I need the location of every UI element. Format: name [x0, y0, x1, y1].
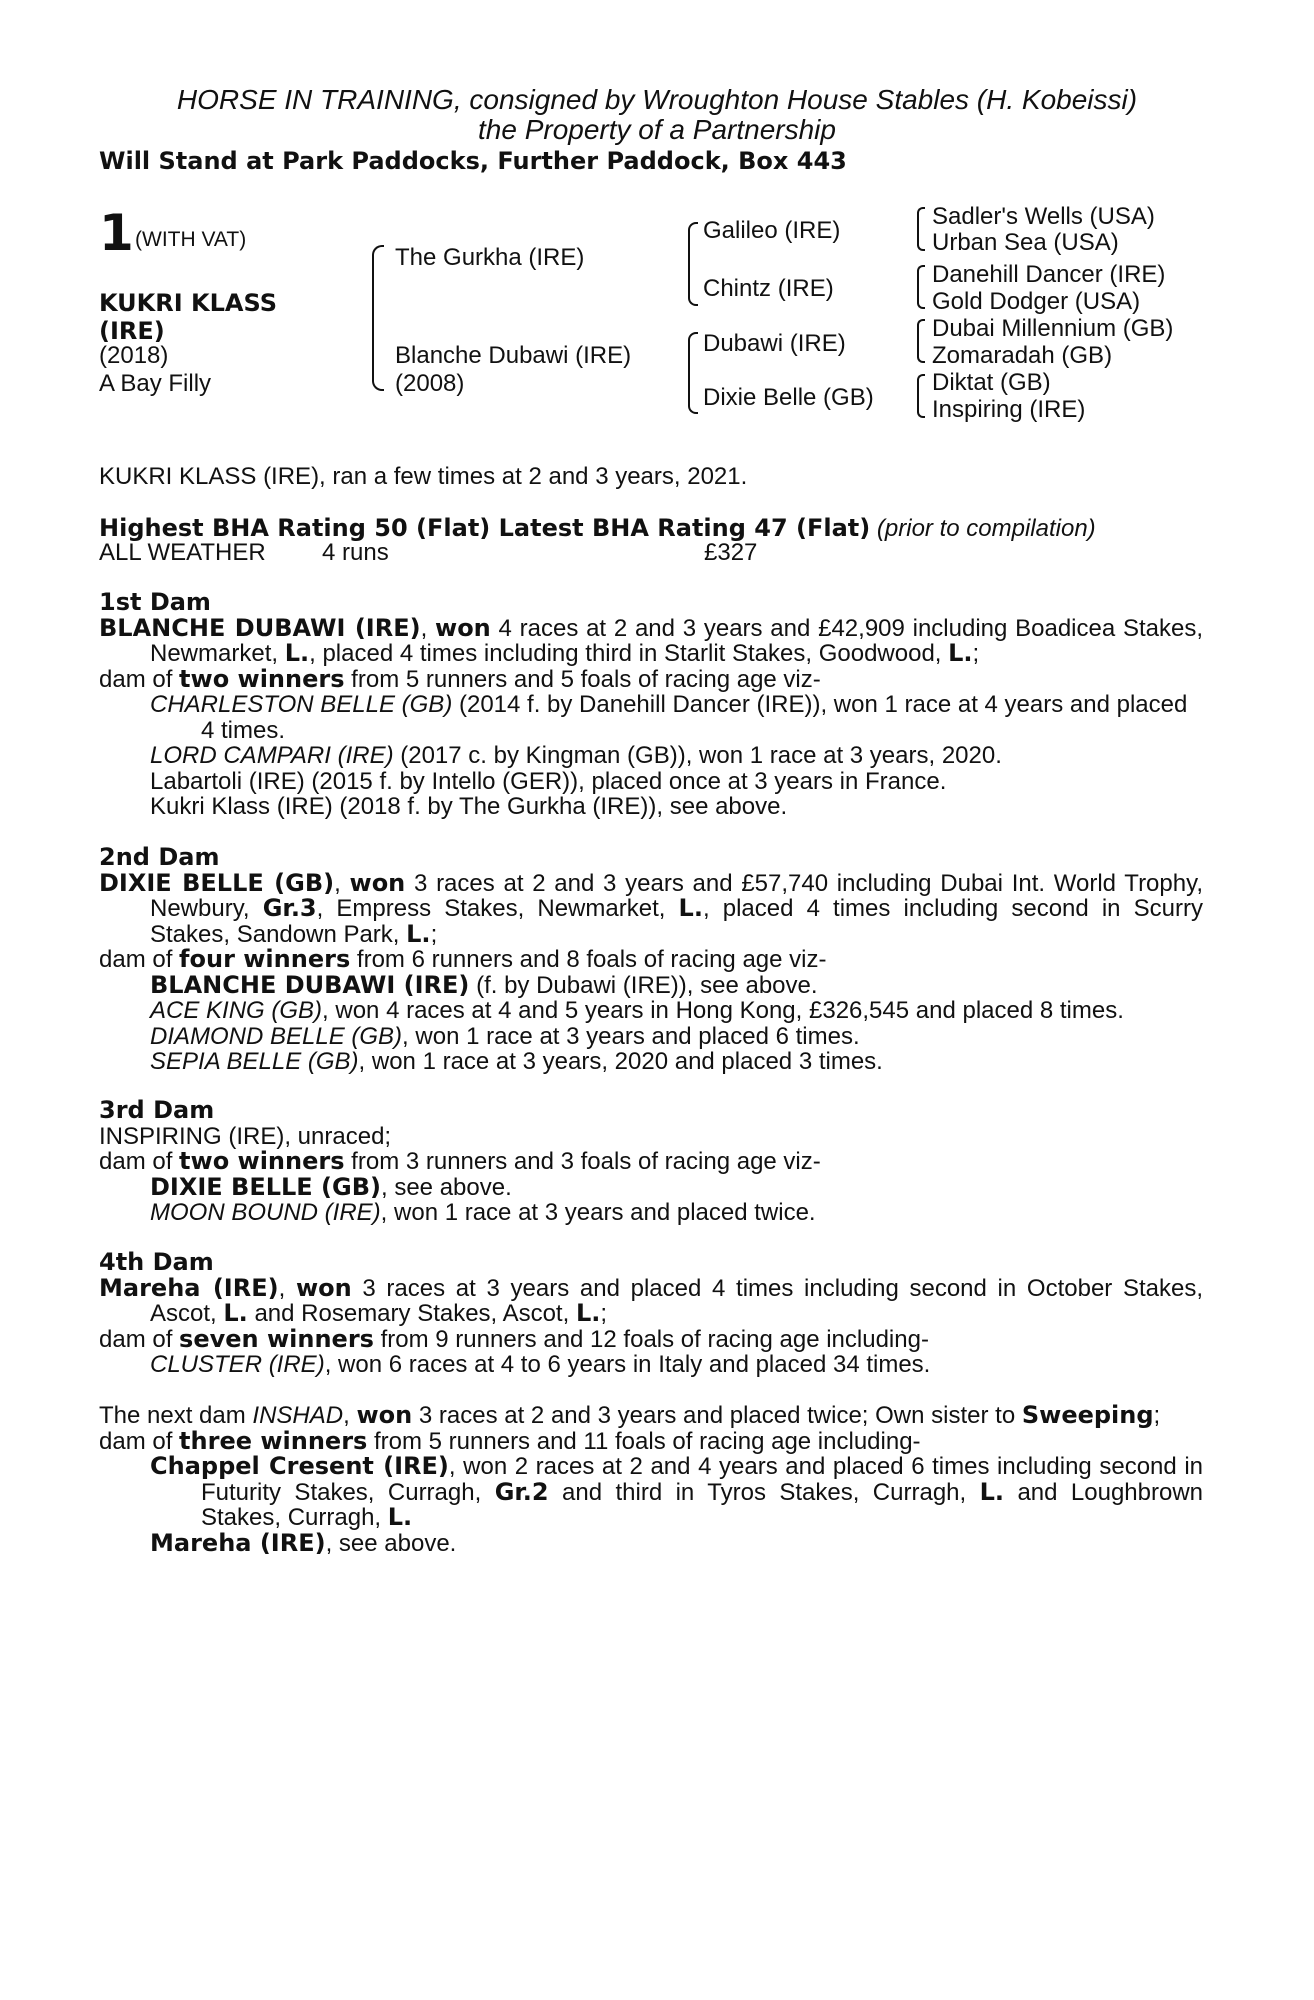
pedigree-gg-3: Danehill Dancer (IRE): [932, 261, 1166, 288]
header-property: the Property of a Partnership: [478, 114, 836, 145]
record-text: 3 races at 2 and 3 years and £57,740 including Dubai Int. World Trophy, Newbury,: [150, 869, 1203, 922]
pedigree-sire-sire: Galileo (IRE): [703, 217, 841, 244]
dam-of-line: [99, 664, 1203, 693]
progeny-name: MOON BOUND (IRE): [150, 1199, 381, 1226]
pedigree-gg-brace-1: [917, 207, 925, 251]
group-label: Gr.2: [494, 1477, 549, 1506]
dam-of-line: [99, 947, 1203, 973]
race-summary: KUKRI KLASS (IRE), ran a few times at 2 and 3 years, 2021.: [99, 463, 748, 490]
dam-of-line: [99, 1149, 1203, 1175]
dam-record: BLANCHE DUBAWI (IRE), won 4 races at 2 and 3 years and £42,909 including Boadicea Stakes, Newmarket, L., placed 4 times including third in Starlit Stakes, Goodwood, L.;: [99, 613, 1203, 667]
text: from 3 runners and 3 foals of racing age viz-: [344, 1148, 821, 1175]
progeny-name: Chappel Cresent (IRE): [150, 1452, 449, 1480]
pedigree-gg-2: Urban Sea (USA): [932, 229, 1119, 256]
dam-of-line: [99, 1324, 1203, 1353]
progeny-item: [99, 769, 1203, 795]
progeny-text: (f. by Dubawi (IRE)), see above.: [469, 971, 818, 999]
horse-country: (IRE): [99, 317, 165, 345]
pedigree-gg-8: Inspiring (IRE): [932, 396, 1086, 423]
record-text: ;: [600, 1300, 608, 1327]
progeny-text: , see above.: [381, 1173, 512, 1201]
pedigree-gg-4: Gold Dodger (USA): [932, 288, 1141, 315]
progeny-text: , won 4 races at 4 and 5 years in Hong Kong, £326,545 and placed 8 times.: [322, 997, 1124, 1024]
record-text: ;: [430, 920, 438, 948]
section-heading: 3rd Dam: [99, 1096, 215, 1124]
progeny-text: , won 1 race at 3 years, 2020 and placed 3 times.: [358, 1048, 883, 1075]
progeny-name: Mareha (IRE): [150, 1528, 326, 1557]
section-heading: 1st Dam: [99, 588, 211, 616]
listed-label: L.: [948, 639, 973, 667]
progeny-text: and Loughbrown Stakes, Curragh,: [201, 1478, 1204, 1531]
progeny-item: [99, 970, 1203, 999]
group-label: Gr.3: [262, 894, 317, 922]
text: from 5 runners and 5 foals of racing age viz-: [344, 665, 821, 693]
section-next-dam: [99, 1403, 1203, 1556]
progeny-text: (2017 c. by Kingman (GB)), won 1 race at 3 years, 2020.: [393, 742, 1002, 769]
surface-runs: 4 runs: [322, 539, 389, 566]
winners-count: two winners: [179, 664, 345, 693]
progeny-text: , won 2 races at 2 and 4 years and placed 6 times including second in Futurity Stakes, Curragh,: [201, 1453, 1204, 1506]
sister-name: Sweeping: [1021, 1401, 1154, 1429]
text: from 9 runners and 12 foals of racing age including-: [373, 1325, 929, 1353]
vat-label: (WITH VAT): [135, 228, 247, 251]
dam-record: DIXIE BELLE (GB), won 3 races at 2 and 3 years and £57,740 including Dubai Int. World Trophy, Newbury, Gr.3, Empress Stakes, Newmarket, L., placed 4 times including second in Scurry Stakes, Sandown Park, L.;: [99, 868, 1203, 948]
text: from 5 runners and 11 foals of racing age including-: [367, 1427, 921, 1455]
text: The next dam: [99, 1402, 253, 1429]
progeny-item: [99, 1049, 1203, 1075]
header-consignor: HORSE IN TRAINING, consigned by Wroughton House Stables (H. Kobeissi): [176, 84, 1138, 115]
winners-count: seven winners: [179, 1324, 374, 1353]
pedigree-gg-brace-4: [917, 374, 925, 418]
record-text: 3 races at 2 and 3 years and placed twice; Own sister to: [412, 1402, 1022, 1429]
text: dam of: [99, 1325, 180, 1353]
listed-label: L.: [678, 894, 703, 922]
record-text: ;: [972, 640, 980, 667]
pedigree-gg-1: Sadler's Wells (USA): [932, 203, 1155, 230]
pedigree-gg-5: Dubai Millennium (GB): [932, 315, 1174, 342]
progeny-text: , see above.: [325, 1529, 457, 1557]
progeny-text: , won 1 race at 3 years and placed 6 times.: [402, 1022, 860, 1050]
progeny-text: (2014 f. by Danehill Dancer (IRE)), won 1 race at 4 years and placed 4 times.: [201, 691, 1188, 744]
text: from 6 runners and 8 foals of racing age viz-: [350, 946, 827, 973]
record-text: 3 races at 3 years and placed 4 times including second in October Stakes, Ascot,: [150, 1274, 1203, 1327]
pedigree-sire: The Gurkha (IRE): [395, 244, 585, 271]
progeny-name: ACE KING (GB): [150, 997, 323, 1024]
section-heading: 4th Dam: [99, 1248, 214, 1276]
won-label: won: [295, 1273, 352, 1302]
listed-label: L.: [406, 919, 431, 948]
progeny-item: [99, 794, 1203, 820]
pedigree-dam-dam: Dixie Belle (GB): [703, 384, 874, 411]
winners-count: three winners: [179, 1426, 368, 1455]
horse-description: A Bay Filly: [99, 370, 212, 397]
section-4th-dam: [99, 1250, 1203, 1378]
dam-name: DIXIE BELLE (GB): [99, 868, 335, 897]
progeny-item: [99, 1454, 1203, 1531]
record-text: ;: [1153, 1402, 1161, 1429]
section-2nd-dam: [99, 845, 1203, 1075]
listed-label: L.: [223, 1299, 248, 1327]
pedigree-dam: Blanche Dubawi (IRE): [395, 342, 632, 369]
pedigree-sire-dam: Chintz (IRE): [703, 275, 834, 302]
progeny-item: [99, 692, 1203, 743]
won-label: won: [356, 1401, 413, 1429]
progeny-text: , won 1 race at 3 years and placed twice.: [380, 1199, 816, 1226]
progeny-name: DIXIE BELLE (GB): [150, 1172, 381, 1201]
dam-record: [99, 1403, 1203, 1429]
pedigree-gg-6: Zomaradah (GB): [932, 342, 1113, 369]
progeny-name: BLANCHE DUBAWI (IRE): [150, 970, 470, 999]
dam-of-line: [99, 1426, 1203, 1455]
progeny-text: Kukri Klass (IRE) (2018 f. by The Gurkha (IRE)), see above.: [150, 793, 788, 820]
pedigree-main-brace: [372, 245, 384, 391]
pedigree-gg-7: Diktat (GB): [932, 369, 1051, 396]
pedigree-gg-brace-3: [917, 319, 925, 363]
text: dam of: [99, 1427, 180, 1455]
record-text: , placed 4 times including second in Scurry Stakes, Sandown Park,: [150, 895, 1203, 948]
progeny-item: [99, 1352, 1203, 1378]
surface-earnings: £327: [704, 539, 758, 566]
pedigree-gg-brace-2: [917, 265, 925, 309]
record-text: , Empress Stakes, Newmarket,: [316, 895, 679, 922]
dam-name: Mareha (IRE): [99, 1273, 279, 1302]
section-heading: 2nd Dam: [99, 843, 220, 871]
dam-record: Mareha (IRE), won 3 races at 3 years and placed 4 times including second in October Stakes, Ascot, L. and Rosemary Stakes, Ascot, L.;: [99, 1273, 1203, 1327]
section-1st-dam: [99, 590, 1203, 820]
record-text: and Rosemary Stakes, Ascot,: [247, 1300, 576, 1327]
record-text: , placed 4 times including third in Starlit Stakes, Goodwood,: [309, 640, 949, 667]
header-location: Will Stand at Park Paddocks, Further Paddock, Box 443: [99, 147, 847, 175]
dam-name: INSHAD: [252, 1402, 344, 1429]
winners-count: four winners: [179, 945, 351, 973]
listed-label: L.: [575, 1299, 601, 1327]
pedigree-dam-year: (2008): [395, 370, 465, 397]
progeny-name: LORD CAMPARI (IRE): [150, 742, 394, 769]
rating-values: Highest BHA Rating 50 (Flat) Latest BHA Rating 47 (Flat): [99, 514, 871, 542]
pedigree-dam-brace: [688, 332, 698, 414]
winners-count: two winners: [179, 1147, 345, 1175]
listed-label: L.: [387, 1503, 413, 1531]
horse-year: (2018): [99, 342, 169, 369]
won-label: won: [349, 868, 406, 897]
progeny-text: and third in Tyros Stakes, Curragh,: [548, 1478, 980, 1506]
progeny-name: CHARLESTON BELLE (GB): [150, 691, 453, 718]
horse-name: KUKRI KLASS: [99, 289, 277, 317]
progeny-item: [99, 1024, 1203, 1050]
progeny-item: [99, 1528, 1203, 1557]
dam-name: BLANCHE DUBAWI (IRE): [99, 613, 421, 642]
dam-record: INSPIRING (IRE), unraced;: [99, 1122, 392, 1150]
progeny-item: [99, 1200, 1203, 1226]
record-text: 4 races at 2 and 3 years and £42,909 including Boadicea Stakes, Newmarket,: [150, 614, 1203, 667]
progeny-name: CLUSTER (IRE): [150, 1351, 325, 1378]
progeny-text: , won 6 races at 4 to 6 years in Italy and placed 34 times.: [324, 1351, 931, 1378]
progeny-name: SEPIA BELLE (GB): [150, 1048, 359, 1075]
listed-label: L.: [979, 1477, 1005, 1506]
won-label: won: [435, 613, 491, 642]
progeny-item: [99, 1172, 1203, 1201]
progeny-item: [99, 743, 1203, 769]
progeny-text: Labartoli (IRE) (2015 f. by Intello (GER)), placed once at 3 years in France.: [150, 767, 947, 795]
pedigree-sire-brace: [688, 222, 698, 306]
progeny-item: [99, 998, 1203, 1024]
text: dam of: [99, 1148, 180, 1175]
pedigree-dam-sire: Dubawi (IRE): [703, 330, 846, 357]
text: dam of: [99, 665, 180, 693]
section-3rd-dam: [99, 1098, 1203, 1226]
lot-number: 1: [99, 204, 134, 262]
progeny-name: DIAMOND BELLE (GB): [150, 1022, 403, 1050]
rating-note: (prior to compilation): [876, 515, 1096, 542]
text: ,: [343, 1402, 357, 1429]
text: dam of: [99, 946, 180, 973]
surface-label: ALL WEATHER: [99, 539, 266, 566]
listed-label: L.: [284, 639, 310, 667]
